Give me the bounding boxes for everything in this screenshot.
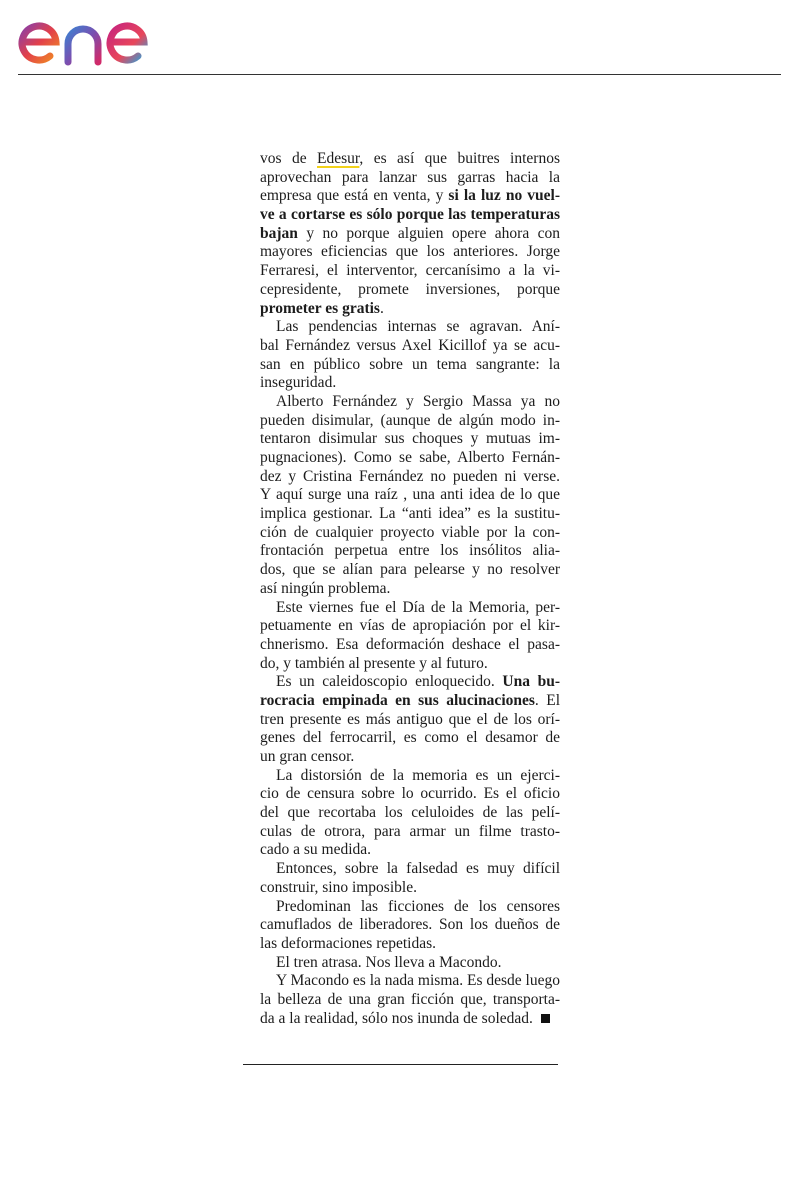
article-line [260,542,560,561]
bold-text: ve a cortarse es sólo porque las temperaturas [260,206,560,224]
article-line [260,860,560,879]
article-line [260,1010,560,1029]
article-line [260,580,560,599]
text-segment: así ningún problema. [260,579,391,597]
text-segment: Predominan las ficciones de los censores [276,897,560,915]
text-segment: La distorsión de la memoria es un ejerci- [276,766,560,784]
text-segment: inseguridad. [260,374,337,392]
text-segment: Las pendencias internas se agravan. Aní- [276,318,560,336]
text-segment: cio de censura sobre lo ocurrido. Es el oficio [260,785,560,803]
logo-text: enel [16,2,19,3]
article-line [260,169,560,188]
bold-text: Una bu- [502,673,560,691]
article-line [260,599,560,618]
text-segment: chnerismo. Esa deformación deshace el pasa- [260,635,560,653]
text-segment: Es un caleidoscopio enloquecido. [276,673,503,691]
article-line [260,505,560,524]
text-segment: petuamente en vías de apropiación por el kir- [260,617,560,635]
article-line [260,991,560,1010]
article-line [260,393,560,412]
text-segment: Ferraresi, el interventor, cercanísimo a la vi- [260,262,560,280]
bold-text: rocracia empinada en sus alucinaciones [260,691,535,709]
text-segment: cado a su medida. [260,841,372,859]
bold-text: prometer es gratis [260,299,380,317]
text-segment: pugnaciones). Como se sabe, Alberto Fernán- [260,449,560,466]
text-segment: aprovechan para lanzar sus garras hacia la [260,168,560,186]
text-segment: frontación perpetua entre los insólitos alia- [260,542,560,560]
article-line [260,655,560,674]
article-line [260,748,560,767]
text-segment: la belleza de una gran ficción que, transporta- [260,990,560,1008]
text-segment: . El [534,691,560,709]
text-segment: implica gestionar. La “anti idea” es la sustitu- [260,505,560,523]
footer-divider [243,1064,558,1065]
text-segment: tentaron disimular sus choques y mutuas im- [260,430,560,448]
article-line [260,916,560,935]
end-of-article-square-icon [541,1014,550,1023]
article-line [260,823,560,842]
enel-logo [16,2,180,68]
article-line [260,187,560,206]
article-line [260,430,560,449]
article-line [260,561,560,580]
text-segment: pueden disimular, (aunque de algún modo in- [260,411,560,429]
text-segment: do, y también al presente y al futuro. [260,654,488,672]
text-segment: y no porque alguien opere ahora con [297,224,560,242]
text-segment: las deformaciones repetidas. [260,934,437,952]
text-segment: dos, que se alían para pelearse y no resolver [260,561,560,579]
text-segment: da a la realidad, sólo nos inunda de soledad. [260,1009,537,1027]
article-line [260,318,560,337]
article-line [260,468,560,487]
text-segment: san en público sobre un tema sangrante: la [260,355,560,373]
article-line [260,243,560,262]
text-segment: , es así que buitres internos [359,150,560,167]
text-segment: El tren atrasa. Nos lleva a Macondo. [276,953,502,971]
text-segment: dez y Cristina Fernández no pueden ni verse. [260,467,560,485]
article-line [260,300,560,319]
article-line [260,841,560,860]
bold-text: bajan [260,224,298,242]
article-line [260,449,560,468]
text-segment: Este viernes fue el Día de la Memoria, per- [276,598,560,616]
article-line [260,337,560,356]
text-segment: genes del ferrocarril, es como el desamor de [260,729,560,747]
text-segment: cepresidente, promete inversiones, porque [260,280,560,298]
article-line [260,935,560,954]
text-segment: Entonces, sobre la falsedad es muy difícil [276,860,560,878]
article-line [260,673,560,692]
article-line [260,972,560,991]
article-line [260,729,560,748]
article-line [260,804,560,823]
article-column [260,150,560,1028]
text-segment: mayores eficiencias que los anteriores. Jorge [260,243,560,261]
text-segment: del que recortaba los celuloides de las pelí- [260,804,560,822]
text-segment: un gran censor. [260,748,355,765]
text-segment: tren presente es más antiguo que el de los orí- [260,710,560,728]
article-line [260,636,560,655]
article-line [260,412,560,431]
text-segment: vos de [260,150,317,167]
article-line [260,954,560,973]
text-segment: empresa que está en venta, y [260,187,449,205]
text-segment: bal Fernández versus Axel Kicillof ya se acu- [260,336,560,354]
text-segment: Y Macondo es la nada misma. Es desde luego [276,972,560,990]
bold-text: si la luz no vuel- [448,187,561,205]
text-segment: Alberto Fernández y Sergio Massa ya no [276,392,560,410]
article-line [260,206,560,225]
article-line [260,486,560,505]
article-line [260,225,560,244]
article-line [260,281,560,300]
article-line [260,617,560,636]
article-line [260,262,560,281]
article-line [260,150,560,169]
article-line [260,356,560,375]
article-line [260,767,560,786]
article-line [260,692,560,711]
text-segment: Y aquí surge una raíz , una anti idea de lo que [260,486,560,504]
article-line [260,374,560,393]
header-divider [18,74,781,75]
text-segment: construir, sino imposible. [260,878,417,896]
article-line [260,711,560,730]
article-line [260,785,560,804]
highlighted-term: Edesur [317,150,360,167]
article-line [260,898,560,917]
text-segment: camuflados de liberadores. Son los dueños de [260,916,560,934]
article-line [260,879,560,898]
text-segment: culas de otrora, para armar un filme trasto- [260,822,560,840]
article-line [260,524,560,543]
text-segment: . [379,299,384,317]
text-segment: ción de cualquier proyecto viable por la con- [260,523,560,541]
